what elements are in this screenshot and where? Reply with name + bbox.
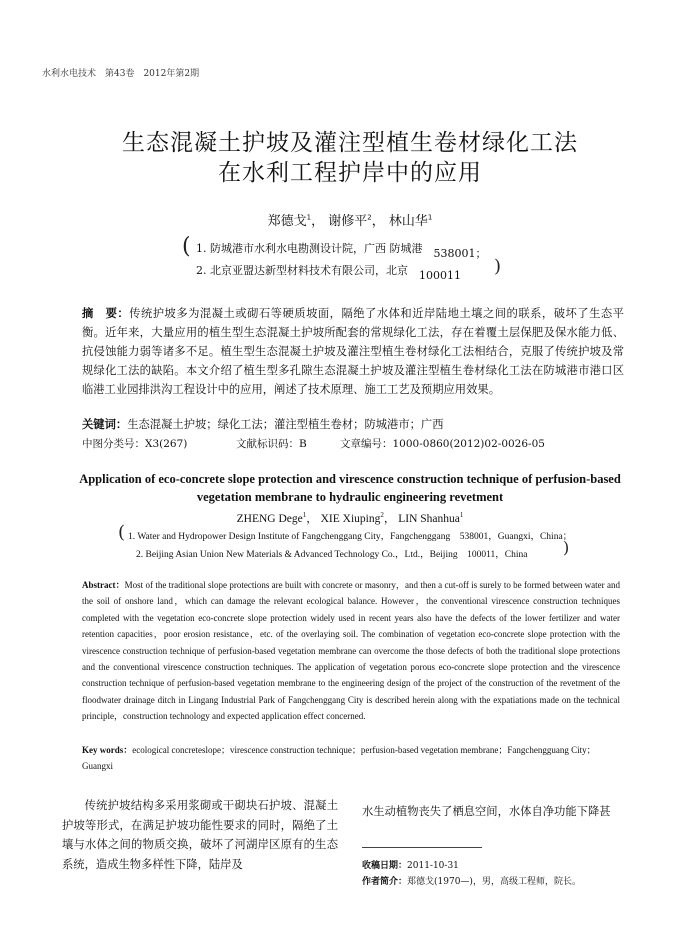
author-en-name: ZHENG Dege (236, 513, 303, 525)
keywords-en (82, 742, 620, 775)
title-cn-line2: 在水利工程护岸中的应用 (218, 160, 482, 186)
authors-en (0, 510, 700, 526)
author-cn-sep: ， (371, 214, 385, 229)
title-cn-line1: 生态混凝土护坡及灌注型植生卷材绿化工法 (122, 130, 578, 156)
doc-value: B (299, 438, 307, 450)
affiliation-en-brace-close: ) (563, 538, 570, 557)
author-en-sup: 1 (302, 511, 307, 520)
body-text-right: 水生动植物丧失了栖息空间，水体自净功能下降甚 (362, 805, 611, 818)
abstract-en-label: Abstract： (82, 580, 125, 590)
author-bio-value: 郑德戈(1970—)，男，高级工程师，院长。 (407, 877, 581, 887)
author-en-sup: 1 (459, 511, 464, 520)
authors-cn (0, 210, 700, 229)
author-bio (362, 874, 581, 887)
affiliation-brace: ( (182, 234, 191, 259)
abstract-en-text: Most of the traditional slope protections are built with concrete or masonry，and then a cut-off is surely to be formed between water and the soil of onshore land，which can damage the relevant ecological balance. However，the conventional virescence construction techniques completed with the vegetation eco-concrete slope protection widely used in recent years also have the defects of the lower fertilizer and water retention capacities，poor erosion resistance，etc. of the overlaying soil. The combination of vegetation eco-concrete slope protection with the virescence construction technique of perfusion-based vegetation membrane can overcome the those defects of both the traditional slope protections and the conventional virescence construction techniques. The application of vegetation porous eco-concrete slope protection and the virescence construction technique of perfusion-based vegetation membrane to the engineering design of the project of the construction of the revetment of the floodwater drainage ditch in Lingang Industrial Park of Fangchenggang City is described herein along with the expatiations made on the technical principle，construction technology and expected application effect concerned. (82, 580, 620, 722)
body-text-left: 传统护坡结构多采用浆砌或干砌块石护坡、混凝土护坡等形式，在满足护坡功能性要求的同时，隔绝了土壤与水体之间的物质交换，破坏了河湖岸区原有的生态系统，造成生物多样性下降，陆岸及 (62, 799, 338, 871)
author-en-sup: 2 (380, 511, 384, 520)
abstract-cn-text: 传统护坡多为混凝土或砌石等硬质坡面，隔绝了水体和近岸陆地土壤之间的联系，破坏了生态平衡。近年来，大量应用的植生型生态混凝土护坡所配套的常规绿化工法，存在着覆土层保肥及保水能力低、抗侵蚀能力弱等诸多不足。植生型生态混凝土护坡及灌注型植生卷材绿化工法相结合，克服了传统护坡及常规绿化工法的缺陷。本文介绍了植生型多孔隙生态混凝土护坡及灌注型植生卷材绿化工法在防城港市港口区临港工业园排洪沟工程设计中的应用，阐述了技术原理、施工工艺及预期应用效果。 (82, 307, 624, 396)
title-en-line1: Application of eco-concrete slope protection and virescence construction technique of perfusion-based (79, 472, 621, 486)
keywords-en-label: Key words： (82, 745, 133, 755)
author-cn-name: 林山华 (388, 214, 428, 229)
abstract-cn-label: 摘 要： (82, 306, 130, 320)
affiliation-cn-text: 2. 北京亚盟达新型材料技术有限公司，北京 (196, 264, 408, 277)
received-value: 2011-10-31 (407, 861, 459, 871)
author-cn-sup: 1 (306, 213, 312, 222)
affiliation-cn-2 (196, 262, 461, 282)
keywords-en-text: ecological concreteslope；virescence construction technique；perfusion-based vegetation membrane；Fangchengguang City；Guangxi (82, 745, 596, 772)
received-label: 收稿日期： (362, 861, 408, 871)
abstract-en (82, 577, 620, 725)
affiliation-cn-code: 538001； (433, 247, 487, 260)
clc-value: X3(267) (145, 438, 188, 450)
author-bio-label: 作者简介： (362, 877, 408, 887)
doc-label: 文献标识码： (236, 438, 299, 450)
affiliation-en-brace: ( (118, 522, 126, 543)
author-cn-name: 郑德戈 (267, 214, 307, 229)
author-cn-sup: 1 (427, 213, 433, 222)
author-en-name: XIE Xiuping (320, 513, 381, 525)
abstract-cn (82, 304, 624, 399)
affiliation-cn-code: 100011 (419, 269, 461, 282)
author-cn-name: 谢修平 (328, 214, 368, 229)
author-en-sep: ， (383, 513, 396, 525)
affiliation-en-1: 1. Water and Hydropower Design Institute of Fangchenggang City，Fangchenggang 538001，Guangxi，China； (128, 532, 573, 542)
article-number (340, 436, 545, 451)
received-date (362, 858, 459, 871)
keywords-cn (82, 416, 444, 432)
title-en-line2: vegetation membrane to hydraulic engineering revetment (196, 490, 504, 504)
author-cn-sup: 2 (367, 213, 372, 222)
affiliation-en-2: 2. Beijing Asian Union New Materials & Advanced Technology Co.，Ltd.，Beijing 100011，China (136, 550, 528, 560)
affiliation-brace-close: ) (494, 256, 502, 277)
clc-label: 中图分类号： (82, 438, 145, 450)
author-en-sep: ， (306, 513, 318, 525)
footnote-rule (362, 847, 482, 848)
keywords-cn-label: 关键词： (82, 417, 128, 431)
article-label: 文章编号： (340, 438, 393, 450)
clc-number (82, 436, 187, 451)
affiliation-cn-1 (196, 240, 487, 260)
doc-code (236, 436, 307, 451)
article-value: 1000-0860(2012)02-0026-05 (392, 438, 545, 450)
author-en-name: LIN Shanhua (398, 513, 460, 525)
keywords-cn-text: 生态混凝土护坡；绿化工法；灌注型植生卷材；防城港市；广西 (127, 418, 444, 431)
journal-header: 水利水电技术 第43卷 2012年第2期 (42, 69, 200, 79)
affiliation-cn-text: 1. 防城港市水利水电勘测设计院，广西 防城港 (196, 242, 423, 255)
author-cn-sep: ， (311, 214, 325, 229)
